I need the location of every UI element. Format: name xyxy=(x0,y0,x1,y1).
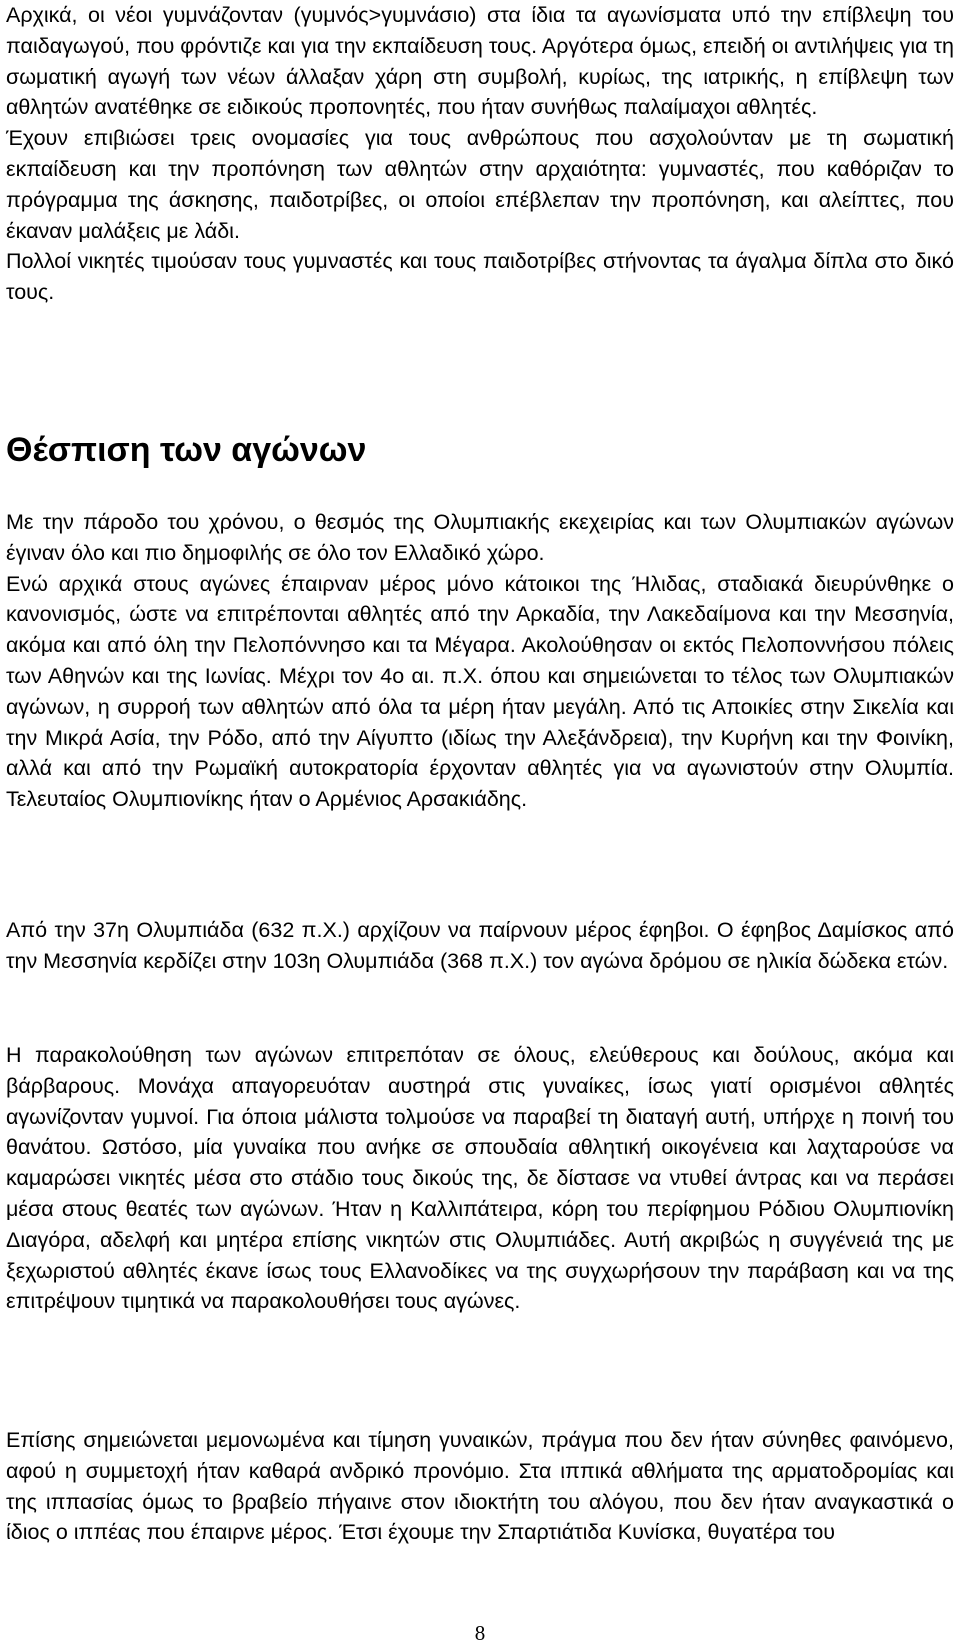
women-text-block xyxy=(6,1040,954,1317)
paragraph-trainer-statues: Πολλοί νικητές τιμούσαν τους γυμναστές και τους παιδοτρίβες στήνοντας τα άγαλμα δίπλα στο δικό τους. xyxy=(6,249,954,305)
intro-text-block xyxy=(6,0,954,308)
paragraph-trainers-history: Αρχικά, οι νέοι γυμνάζονταν (γυμνός>γυμνάσιο) στα ίδια τα αγωνίσματα υπό την επίβλεψη του παιδαγωγού, που φρόντιζε και για την εκπαίδευση τους. Αργότερα όμως, επειδή οι αντιλήψεις για τη σωματική αγωγή των νέων άλλαξαν χάρη στη συμβολή, κυρίως, της ιατρικής, η επίβλεψη των αθλητών ανατέθηκε σε ειδικούς προπονητές, που ήταν συνήθως παλαίμαχοι αθλητές. xyxy=(6,3,954,120)
equestrian-text-block xyxy=(6,1425,954,1548)
paragraph-equestrian: Επίσης σημειώνεται μεμονωμένα και τίμηση γυναικών, πράγμα που δεν ήταν σύνηθες φαινόμενο, αφού η συμμετοχή ήταν καθαρά ανδρικό προνόμιο. Στα ιππικά αθλήματα της αρματοδρομίας και της ιππασίας όμως το βραβείο πήγαινε στον ιδιοκτήτη του αλόγου, που δεν ήταν αναγκαστικά ο ίδιος ο ιππέας που έπαιρνε μέρος. Έτσι έχουμε την Σπαρτιάτιδα Κυνίσκα, θυγατέρα του xyxy=(6,1428,954,1545)
paragraph-trainer-names: Έχουν επιβιώσει τρεις ονομασίες για τους ανθρώπους που ασχολούνταν με τη σωματική εκπαίδευση και την προπόνηση των αθλητών στην αρχαιότητα: γυμναστές, που καθόριζαν το πρόγραμμα της άσκησης, παιδοτρίβες, οι οποίοι επέβλεπαν την προπόνηση, και αλείπτες, που έκαναν μαλάξεις με λάδι. xyxy=(6,126,954,243)
paragraph-popularity: Με την πάροδο του χρόνου, ο θεσμός της Ολυμπιακής εκεχειρίας και των Ολυμπιακών αγώνων έγιναν όλο και πιο δημοφιλής σε όλο τον Ελλαδικό χώρο. xyxy=(6,510,954,565)
page-number: 8 xyxy=(474,1621,486,1645)
paragraph-ephebi: Από την 37η Ολυμπιάδα (632 π.Χ.) αρχίζουν να παίρνουν μέρος έφηβοι. Ο έφηβος Δαμίσκος από την Μεσσηνία κερδίζει στην 103η Ολυμπιάδα (368 π.Χ.) τον αγώνα δρόμου σε ηλικία δώδεκα ετών. xyxy=(6,918,954,973)
section-heading: Θέσπιση των αγώνων xyxy=(6,431,367,469)
ephebi-text-block xyxy=(6,915,954,977)
paragraph-women-spectators: Η παρακολούθηση των αγώνων επιτρεπόταν σε όλους, ελεύθερους και δούλους, ακόμα και βάρβαρους. Μονάχα απαγορευόταν αυστηρά στις γυναίκες, ίσως γιατί ορισμένοι αθλητές αγωνίζονταν γυμνοί. Για όποια μάλιστα τολμούσε να παραβεί τη διαταγή αυτή, υπήρχε η ποινή του θανάτου. Ωστόσο, μία γυναίκα που ανήκε σε σπουδαία αθλητική οικογένεια και λαχταρούσε να καμαρώσει νικητές μέσα στο στάδιο τους δικούς της, δε δίστασε να ντυθεί άντρας και να περάσει μέσα στους θεατές των αγώνων. Ήταν η Καλλιπάτειρα, κόρη του περίφημου Ρόδιου Ολυμπιονίκη Διαγόρα, αδελφή και μητέρα επίσης νικητών στις Ολυμπιάδες. Αυτή ακριβώς η συγγένειά της με ξεχωριστού αθλητές έκανε ίσως τους Ελλανοδίκες να της συγχωρήσουν την παράβαση και να της επιτρέψουν τιμητικά να παρακολουθήσει τους αγώνες. xyxy=(6,1043,954,1314)
section-text-block xyxy=(6,507,954,815)
paragraph-participation: Ενώ αρχικά στους αγώνες έπαιρναν μέρος μόνο κάτοικοι της Ήλιδας, σταδιακά διευρύνθηκε ο κανονισμός, ώστε να επιτρέπονται αθλητές από την Αρκαδία, την Λακεδαίμονα και την Μεσσηνία, ακόμα και από όλη την Πελοπόννησο και τα Μέγαρα. Ακολούθησαν οι εκτός Πελοποννήσου πόλεις των Αθηνών και της Ιωνίας. Μέχρι τον 4ο αι. π.Χ. όπου και σημειώνεται το τέλος των Ολυμπιακών αγώνων, η συρροή των αθλητών από όλα τα μέρη ήταν μεγάλη. Από τις Αποικίες στην Σικελία και την Μικρά Ασία, την Ρόδο, από την Αίγυπτο (ιδίως την Αλεξάνδρεια), την Κυρήνη και την Φοινίκη, αλλά και από την Ρωμαϊκή αυτοκρατορία έρχονταν αθλητές για να αγωνιστούν στην Ολυμπία. Τελευταίος Ολυμπιονίκης ήταν ο Αρμένιος Αρσακιάδης. xyxy=(6,571,954,812)
